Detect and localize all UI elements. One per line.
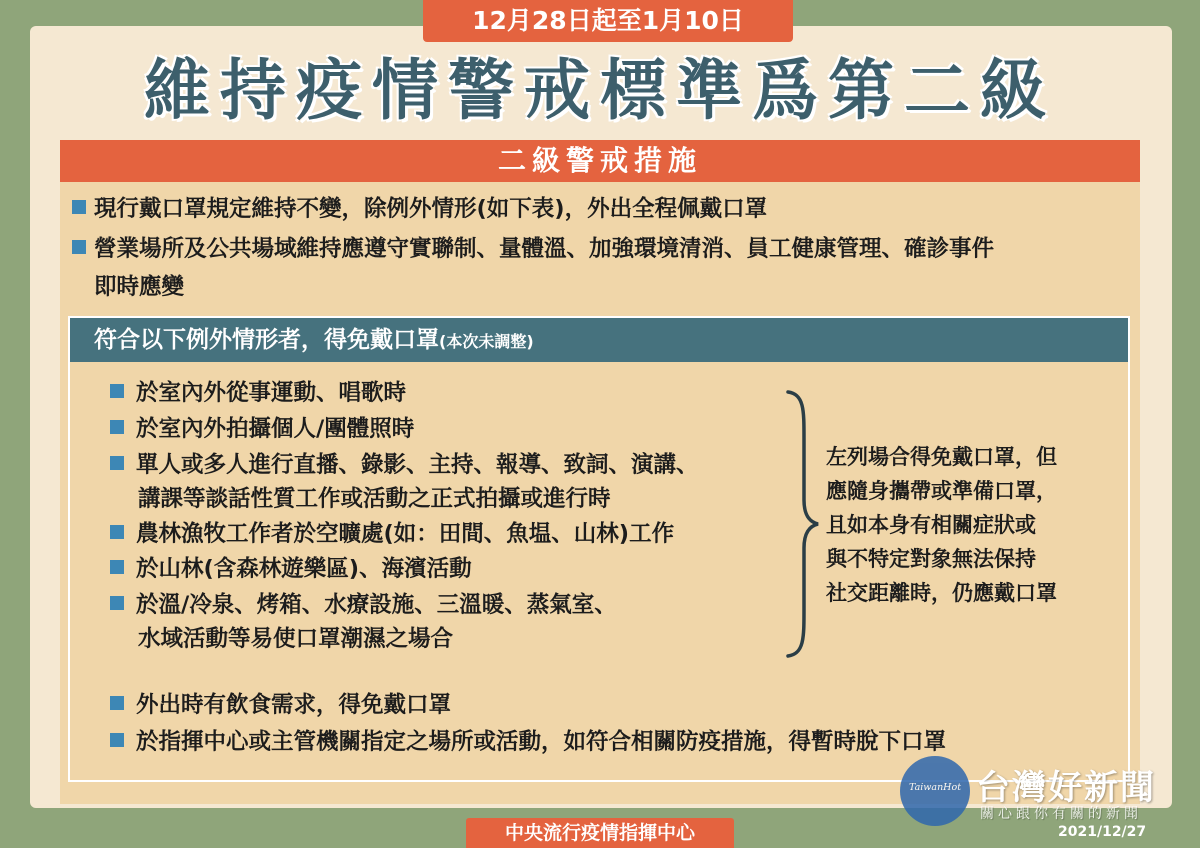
- bullet-square-icon: [72, 240, 86, 254]
- exception-extra-item: 外出時有飲食需求，得免戴口罩: [110, 688, 451, 722]
- exception-item-continuation: 講課等談話性質工作或活動之正式拍攝或進行時: [138, 486, 611, 512]
- section-title: 二級警戒措施: [60, 140, 1140, 182]
- bullet-square-icon: [110, 384, 124, 398]
- measure-item: 營業場所及公共場域維持應遵守實聯制、量體溫、加強環境清消、員工健康管理、確診事件: [72, 230, 994, 268]
- bullet-square-icon: [110, 456, 124, 470]
- exception-item-continuation: 水域活動等易使口罩潮濕之場合: [138, 626, 454, 652]
- exception-item: 於溫/冷泉、烤箱、水療設施、三溫暖、蒸氣室、: [110, 588, 617, 622]
- measure-item-continuation: 即時應變: [94, 274, 185, 300]
- footer-agency: 中央流行疫情指揮中心: [466, 818, 734, 848]
- exception-item: 於山林(含森林遊樂區)、海濱活動: [110, 552, 472, 586]
- watermark-slogan: 關心跟你有關的新聞: [980, 806, 1142, 822]
- exception-item: 單人或多人進行直播、錄影、主持、報導、致詞、演講、: [110, 448, 699, 482]
- bullet-square-icon: [110, 596, 124, 610]
- exception-item: 農林漁牧工作者於空曠處(如：田間、魚塭、山林)工作: [110, 517, 674, 551]
- measure-item: 現行戴口罩規定維持不變，除例外情形(如下表)，外出全程佩戴口罩: [72, 190, 767, 228]
- bullet-square-icon: [72, 200, 86, 214]
- exceptions-header: 符合以下例外情形者，得免戴口罩(本次未調整): [70, 318, 1128, 362]
- page-title: 維持疫情警戒標準爲第二級: [144, 52, 1056, 129]
- bullet-square-icon: [110, 420, 124, 434]
- exception-item: 於室內外從事運動、唱歌時: [110, 376, 406, 410]
- exception-item: 於室內外拍攝個人/團體照時: [110, 412, 414, 446]
- watermark-date: 2021/12/27: [1058, 824, 1147, 840]
- bullet-square-icon: [110, 696, 124, 710]
- exception-extra-item: 於指揮中心或主管機關指定之場所或活動，如符合相關防疫措施，得暫時脫下口罩: [110, 725, 946, 759]
- watermark-name: 台灣好新聞: [976, 768, 1156, 808]
- right-brace-icon: [782, 388, 822, 660]
- bullet-square-icon: [110, 560, 124, 574]
- watermark-logo-icon: TaiwanHot: [900, 756, 970, 826]
- date-range-badge: 12月28日起至1月10日: [423, 0, 793, 42]
- bullet-square-icon: [110, 525, 124, 539]
- bullet-square-icon: [110, 733, 124, 747]
- exceptions-side-note: 左列場合得免戴口罩，但 應隨身攜帶或準備口罩， 且如本身有相關症狀或 與不特定對象無法保持 社交距離時，仍應戴口罩: [826, 445, 1057, 605]
